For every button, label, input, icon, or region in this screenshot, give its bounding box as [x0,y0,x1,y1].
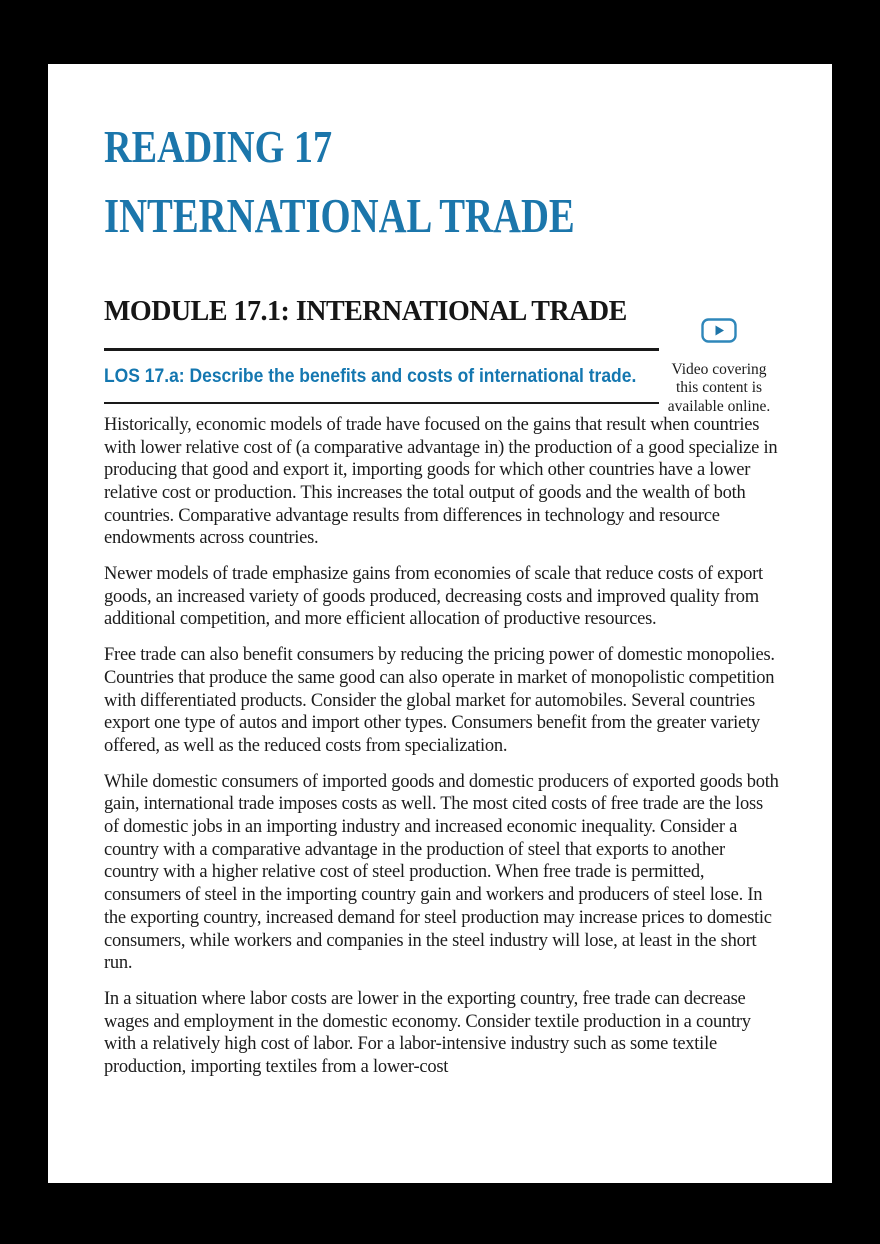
divider-top [104,348,659,351]
paragraph: While domestic consumers of imported goods and domestic producers of exported goods both gain, international trade imposes costs as well. The most cited costs of free trade are the loss of domestic jobs in an importing industry and increased economic inequality. Consider a country with a comparative advantage in the production of steel that exports to another country with a higher relative cost of steel production. When free trade is permitted, consumers of steel in the importing country gain and workers and producers of steel lose. In the exporting country, increased demand for steel production may increase prices to domestic consumers, while workers and companies in the steel industry will lose, at least in the short run. [104,771,779,974]
body-text [104,414,782,1079]
document-page [48,64,832,1183]
video-note-line: this content is [675,379,763,397]
play-icon [701,331,737,346]
los-block [104,348,660,404]
los-statement: LOS 17.a: Describe the benefits and costs of international trade. [104,366,637,387]
video-note-line: available online. [667,397,771,415]
paragraph: In a situation where labor costs are lower in the exporting country, free trade can decrease wages and employment in the domestic economy. Consider textile production in a country with a relatively high cost of labor. For a labor-intensive industry such as some textile production, importing textiles from a lower-cost [104,988,751,1078]
paragraph: Historically, economic models of trade have focused on the gains that result when countries with lower relative cost of (a comparative advantage in) the production of a good specialize in producing that good and export it, importing goods for which other countries have a lower relative cost or production. This increases the total output of goods and the wealth of both countries. Comparative advantage results from differences in technology and resource endowments across countries. [104,414,778,549]
paragraph: Free trade can also benefit consumers by reducing the pricing power of domestic monopolies. Countries that produce the same good can also operate in market of monopolistic competition with differentiated products. Consider the global market for automobiles. Several countries export one type of autos and import other types. Consumers benefit from the greater variety offered, as well as the reduced costs from specialization. [104,645,775,756]
paragraph: Newer models of trade emphasize gains from economies of scale that reduce costs of export goods, an increased variety of goods produced, decreasing costs and improved quality from additional competition, and more efficient allocation of productive resources. [104,564,763,630]
page-content [48,64,832,1079]
video-note [660,361,778,416]
divider-bottom [104,402,659,404]
module-heading: MODULE 17.1: INTERNATIONAL TRADE [104,296,627,327]
video-play-button[interactable] [701,318,737,343]
video-note-line: Video covering [671,361,767,378]
reading-number-heading: READING 17 [104,121,333,172]
reading-title-heading: INTERNATIONAL TRADE [104,188,575,243]
video-aside [660,318,778,416]
